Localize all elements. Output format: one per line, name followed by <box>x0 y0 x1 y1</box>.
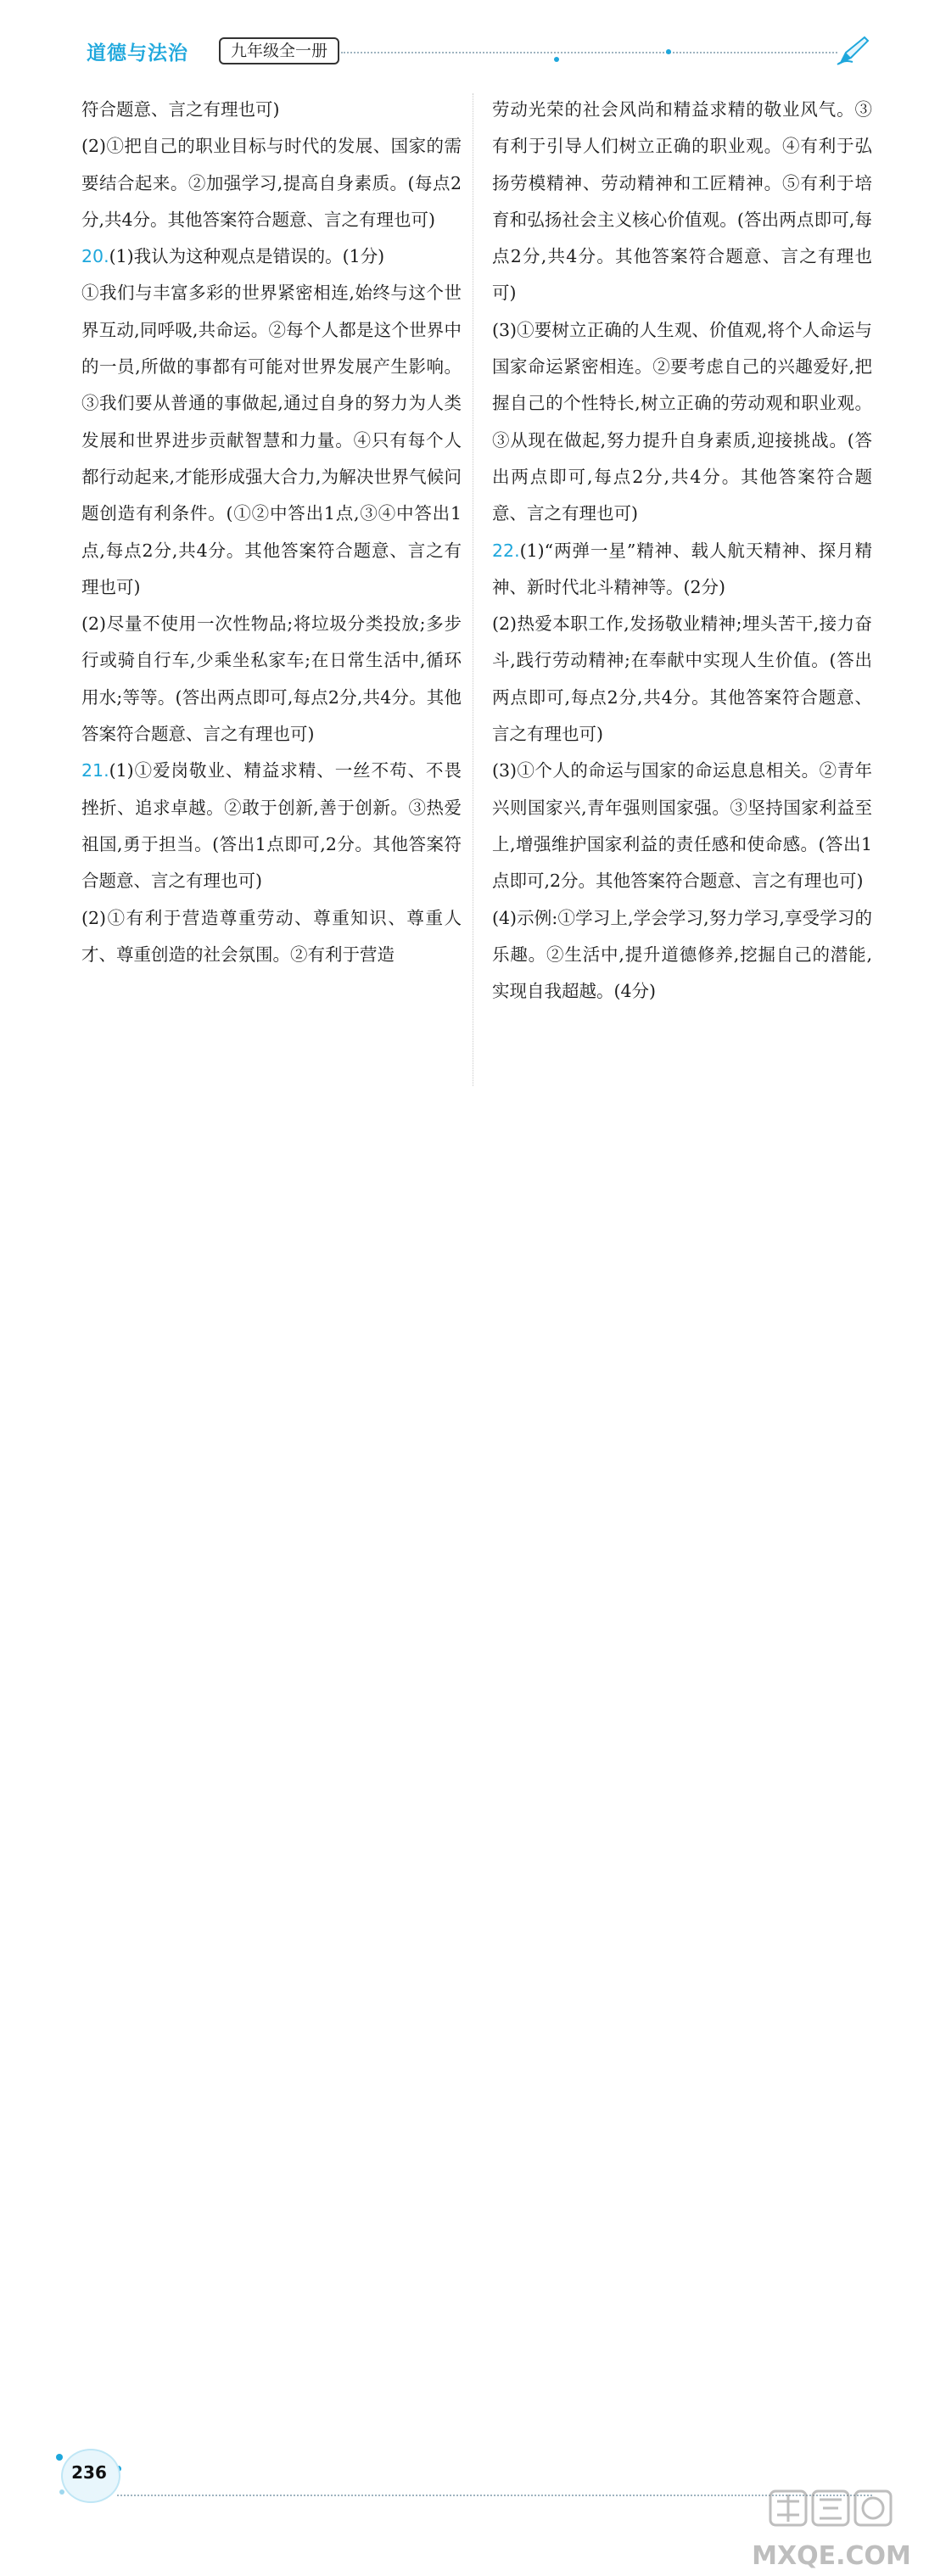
answer-text: ①我们与丰富多彩的世界紧密相连,始终与这个世界互动,同呼吸,共命运。②每个人都是这个世界中的一员,所做的事都有可能对世界发展产生影响。③我们要从普通的事做起,通过自身的努力为人类发展和世界进步贡献智慧和力量。④只有每个人都行动起来,才能形成强大合力,为解决世界气候问题创造有利条件。(①②中答出1点,③④中答出1点,每点2分,共4分。其他答案符合题意、言之有理也可) <box>81 283 462 597</box>
header-divider <box>341 52 837 53</box>
question-21 <box>81 753 462 899</box>
page-footer <box>0 1222 929 2571</box>
question-22 <box>492 533 872 607</box>
answer-text: (2)热爱本职工作,发扬敬业精神;埋头苦干,接力奋斗,践行劳动精神;在奉献中实现人生价值。(答出两点即可,每点2分,共4分。其他答案符合题意、言之有理也可) <box>492 613 872 745</box>
answer-text: (3)①个人的命运与国家的命运息息相关。②青年兴则国家兴,青年强则国家强。③坚持国家利益至上,增强维护国家利益的责任感和使命感。(答出1点即可,2分。其他答案符合题意、言之有理也可) <box>492 760 872 892</box>
footer-divider <box>117 2495 872 2496</box>
left-column <box>81 92 462 973</box>
answer-text: (1)①爱岗敬业、精益求精、一丝不苟、不畏挫折、追求卓越。②敢于创新,善于创新。③热爱祖国,勇于担当。(答出1点即可,2分。其他答案符合题意、言之有理也可) <box>81 760 462 892</box>
answer-text: (4)示例:①学习上,学会学习,努力学习,享受学习的乐趣。②生活中,提升道德修养,挖掘自己的潜能,实现自我超越。(4分) <box>492 907 872 1002</box>
answer-text: (2)①把自己的职业目标与时代的发展、国家的需要结合起来。②加强学习,提高自身素质。(每点2分,共4分。其他答案符合题意、言之有理也可) <box>81 136 462 230</box>
watermark-logo <box>752 2483 911 2576</box>
footer-dot <box>59 2489 64 2495</box>
answer-text: (2)尽量不使用一次性物品;将垃圾分类投放;多步行或骑自行车,少乘坐私家车;在日常生活中,循环用水;等等。(答出两点即可,每点2分,共4分。其他答案符合题意、言之有理也可) <box>81 613 462 745</box>
answer-text: (1)我认为这种观点是错误的。(1分) <box>109 246 385 267</box>
footer-dot <box>56 2454 63 2461</box>
pen-icon <box>836 34 870 66</box>
grade-label: 九年级全一册 <box>219 37 339 64</box>
watermark-text: MXQE.COM <box>752 2541 911 2571</box>
answer-text: (3)①要树立正确的人生观、价值观,将个人命运与国家命运紧密相连。②要考虑自己的兴趣爱好,把握自己的个性特长,树立正确的劳动观和职业观。③从现在做起,努力提升自身素质,迎接挑战。(答出两点即可,每点2分,共4分。其他答案符合题意、言之有理也可) <box>492 319 872 524</box>
subject-title: 道德与法治 <box>87 42 188 64</box>
question-number: 21. <box>81 760 109 781</box>
answer-text: 符合题意、言之有理也可) <box>81 99 280 120</box>
question-number: 20. <box>81 246 109 267</box>
header-dot <box>666 49 671 54</box>
answer-text: (2)①有利于营造尊重劳动、尊重知识、尊重人才、尊重创造的社会氛围。②有利于营造 <box>81 907 462 965</box>
header-dot <box>554 57 559 62</box>
question-number: 22. <box>492 540 520 561</box>
page-header <box>0 0 929 76</box>
answer-text: (1)“两弹一星”精神、载人航天精神、探月精神、新时代北斗精神等。(2分) <box>492 540 872 597</box>
question-20 <box>81 238 462 275</box>
answer-text: 劳动光荣的社会风尚和精益求精的敬业风气。③有利于引导人们树立正确的职业观。④有利于弘扬劳模精神、劳动精神和工匠精神。⑤有利于培育和弘扬社会主义核心价值观。(答出两点即可,每点2分,共4分。其他答案符合题意、言之有理也可) <box>492 99 872 304</box>
page-number: 236 <box>71 2462 107 2483</box>
right-column <box>492 92 872 1010</box>
